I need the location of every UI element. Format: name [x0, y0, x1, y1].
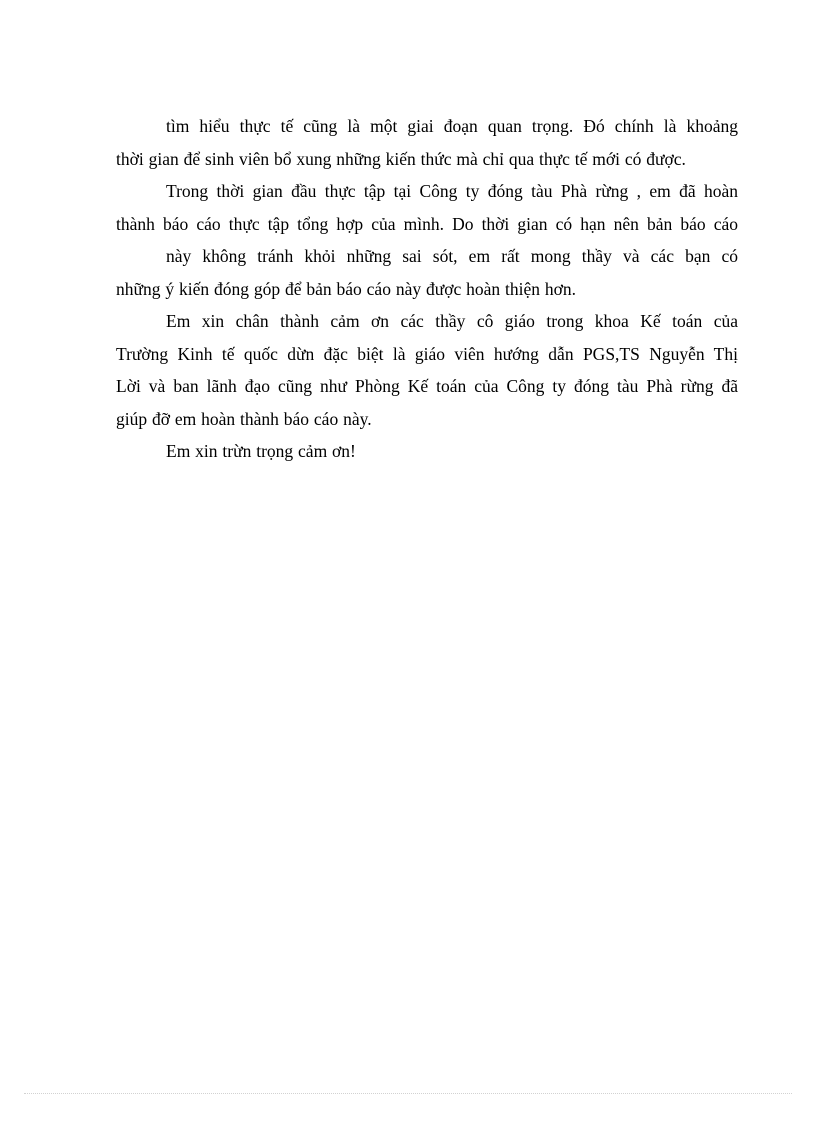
body-text [116, 110, 738, 468]
text-line-5: này không tránh khỏi những sai sót, em rất mong thầy và các bạn có [166, 246, 738, 266]
text-line-6: những ý kiến đóng góp để bản báo cáo này được hoàn thiện hơn. [116, 278, 576, 299]
text-line-2: thời gian để sinh viên bổ xung những kiến thức mà chỉ qua thực tế mới có được. [116, 148, 686, 169]
text-line-7: Em xin chân thành cảm ơn các thầy cô giáo trong khoa Kế toán của [166, 311, 738, 331]
text-line-11: Em xin trừn trọng cảm ơn! [166, 441, 356, 461]
page-bottom-rule [24, 1093, 792, 1094]
text-line-10: giúp đỡ em hoàn thành báo cáo này. [116, 408, 372, 429]
text-line-9: Lời và ban lãnh đạo cũng như Phòng Kế toán của Công ty đóng tàu Phà rừng đã [116, 376, 738, 396]
text-line-3: Trong thời gian đầu thực tập tại Công ty đóng tàu Phà rừng , em đã hoàn [166, 181, 738, 201]
text-line-8: Trường Kinh tế quốc dừn đặc biệt là giáo viên hướng dẫn PGS,TS Nguyễn Thị [116, 343, 738, 364]
text-line-1: tìm hiểu thực tế cũng là một giai đoạn quan trọng. Đó chính là khoảng [166, 116, 738, 136]
text-line-4: thành báo cáo thực tập tổng hợp của mình. Do thời gian có hạn nên bản báo cáo [116, 213, 738, 234]
